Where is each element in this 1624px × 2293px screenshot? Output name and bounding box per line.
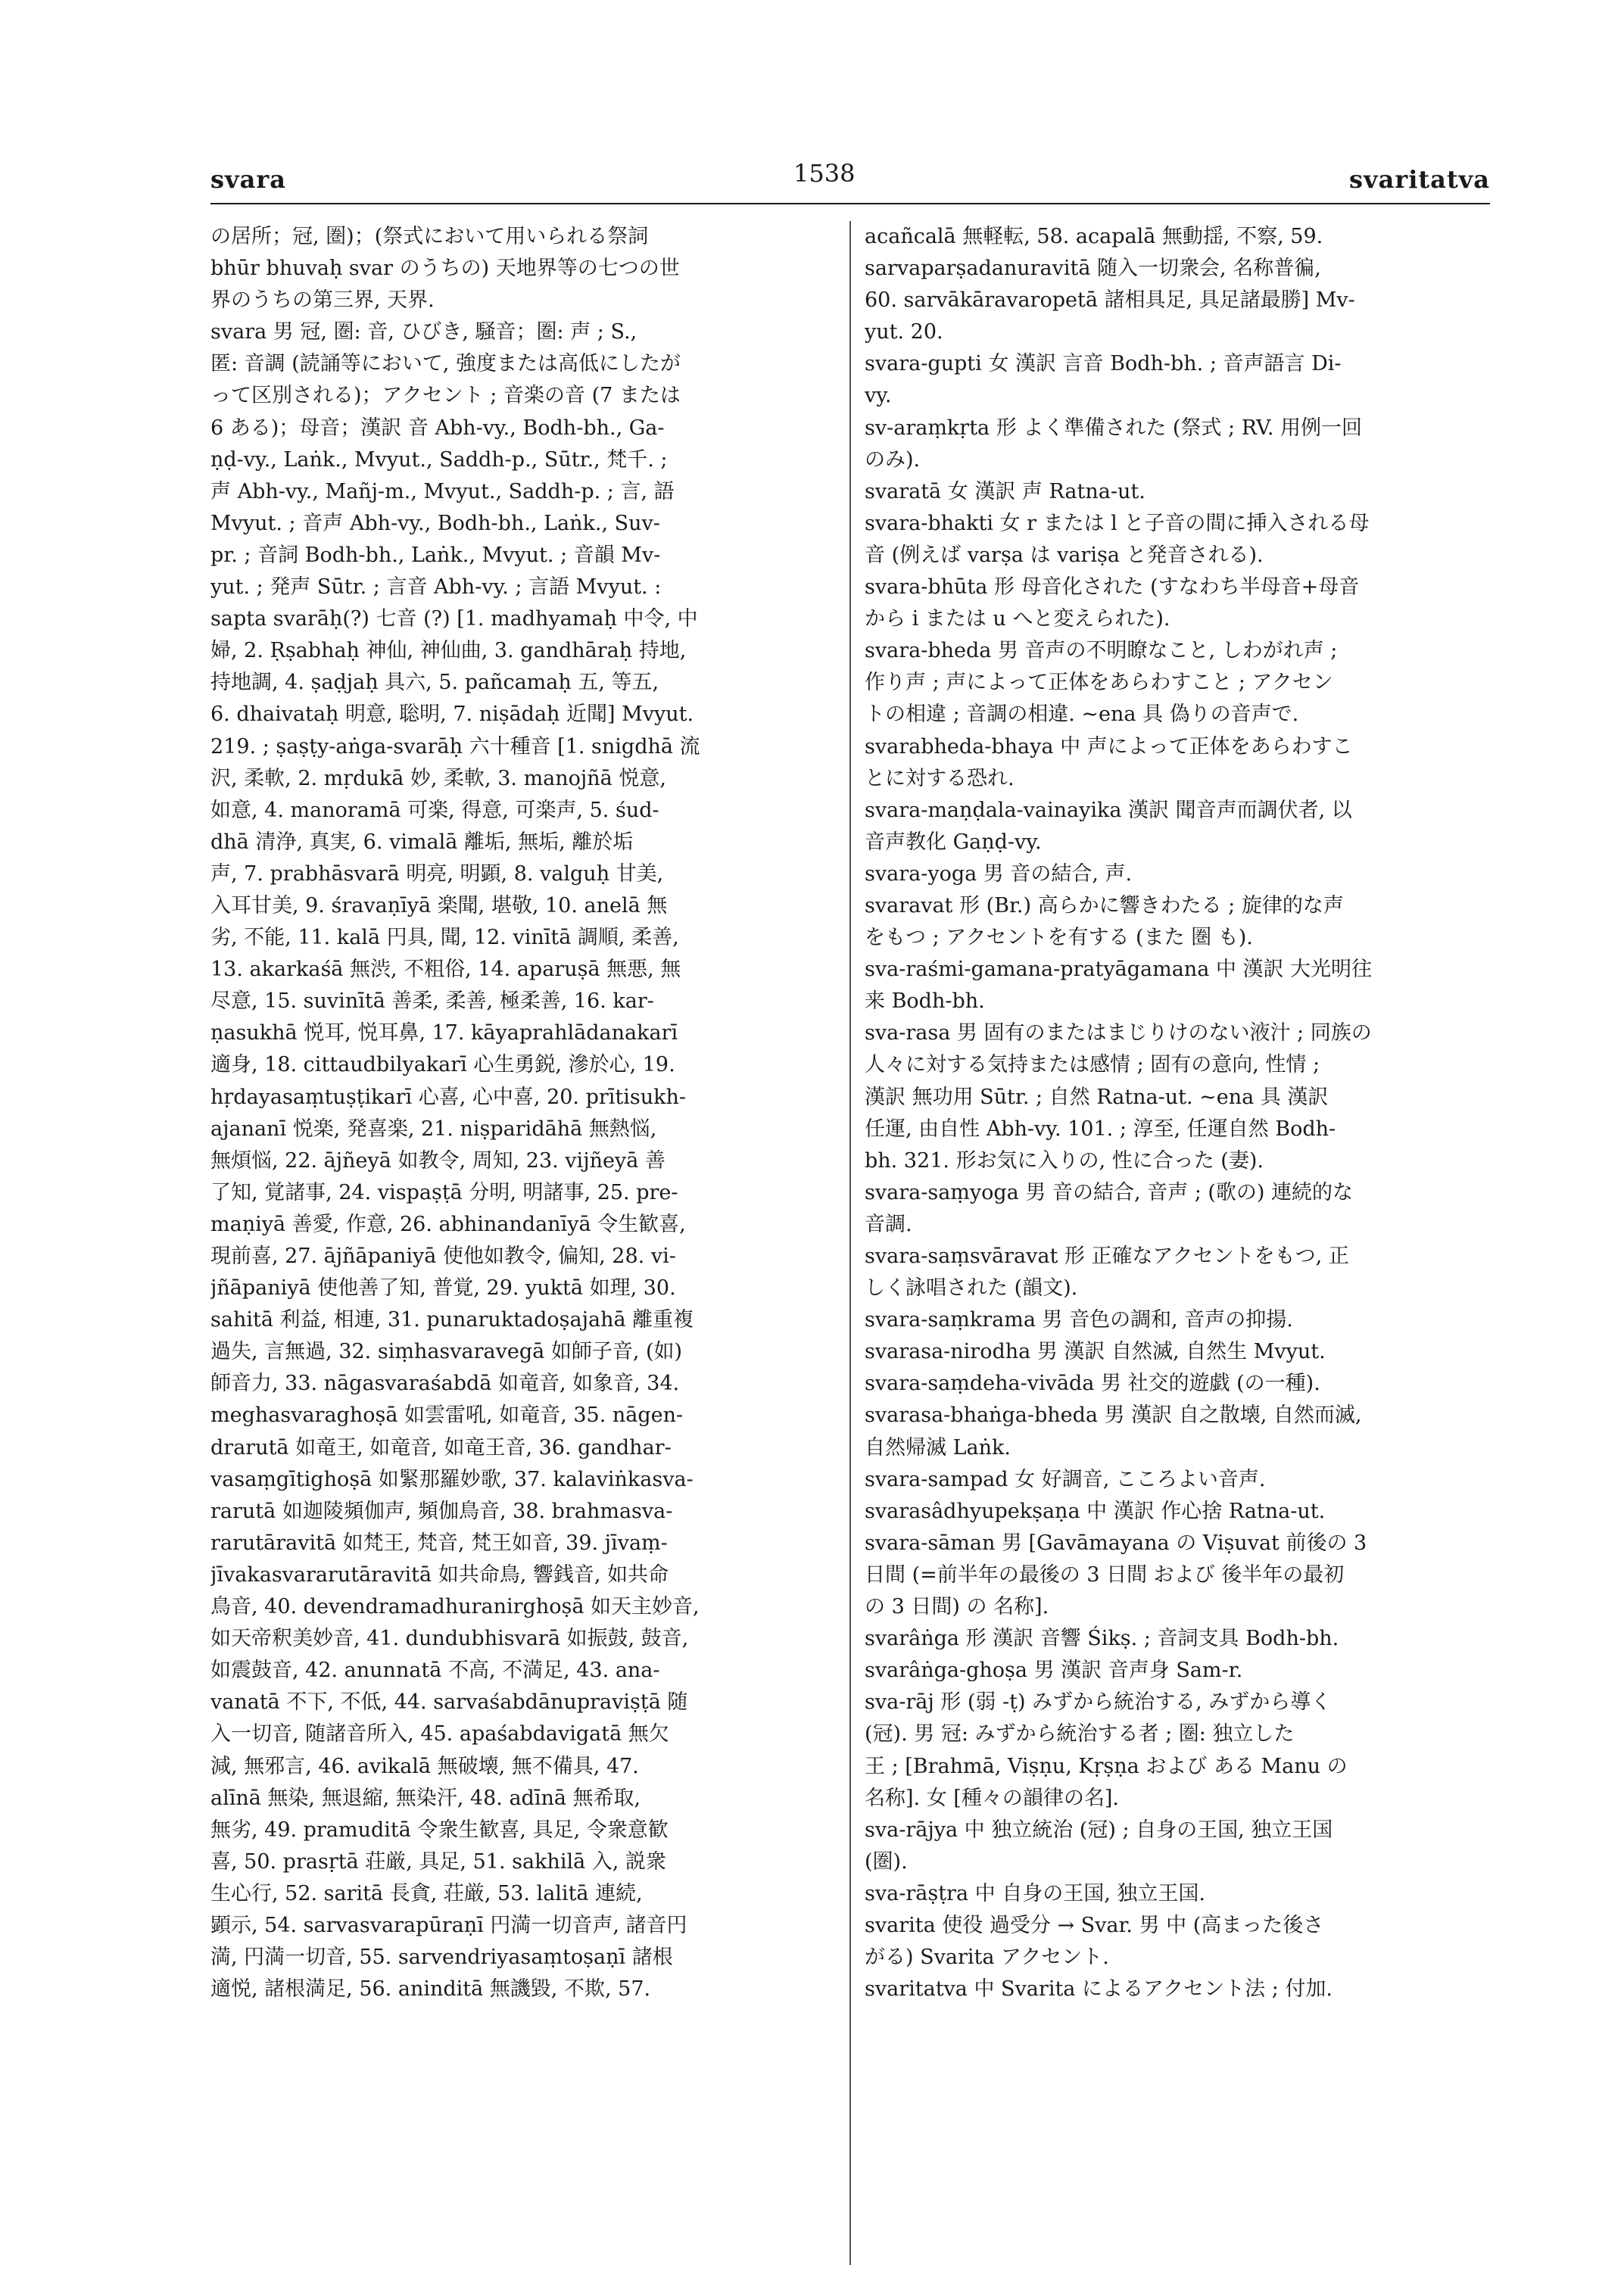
text-line: svarasa-nirodha 男 漢訳 自然滅, 自然生 Mvyut. [865, 1340, 1326, 1364]
page-number: 1538 [793, 159, 856, 188]
text-line: vasaṃgītighoṣā 如緊那羅妙歌, 37. kalaviṅkasva- [210, 1467, 694, 1491]
text-line: ṇḍ-vy., Laṅk., Mvyut., Saddh-p., Sūtr., 梵千. ; [210, 447, 668, 472]
page-header [210, 159, 1490, 203]
text-line: bhūr bhuvaḥ svar のうちの) 天地界等の七つの世 [210, 257, 680, 281]
text-line: svarabheda-bhaya 中 声によって正体をあらわすこ [865, 734, 1353, 759]
text-line: 名称]. 女 [種々の韻律の名]. [865, 1786, 1119, 1810]
text-line: yut. ; 発声 Sūtr. ; 言音 Abh-vy. ; 言語 Mvyut. : [210, 575, 662, 600]
running-head-left: svara [210, 165, 286, 194]
text-line: svaratā 女 漢訳 声 Ratna-ut. [865, 479, 1146, 503]
text-line: svarâṅga-ghoṣa 男 漢訳 音声身 Sam-r. [865, 1659, 1243, 1683]
text-line: 王 ; [Brahmā, Viṣṇu, Kṛṣṇa および ある Manu の [865, 1754, 1348, 1778]
text-line: Mvyut. ; 音声 Abh-vy., Bodh-bh., Laṅk., Suv- [210, 511, 660, 535]
text-line: 匿: 音調 (読誦等において, 強度または高低にしたが [210, 352, 681, 376]
text-line: 音声教化 Gaṇḍ-vy. [865, 830, 1042, 854]
text-line: rarutā 如迦陵頻伽声, 頻伽鳥音, 38. brahmasva- [210, 1499, 673, 1523]
text-line: 入耳甘美, 9. śravaṇīyā 楽聞, 堪敬, 10. anelā 無 [210, 893, 668, 918]
text-line: sva-rājya 中 独立統治 (冠) ; 自身の王国, 独立王国 [865, 1818, 1333, 1842]
text-line: svara-sāman 男 [Gavāmayana の Viṣuvat 前後の 3 [865, 1531, 1367, 1555]
text-line: 声, 7. prabhāsvarā 明亮, 明顕, 8. valguḥ 甘美, [210, 861, 664, 886]
text-line: 音調. [865, 1212, 912, 1236]
text-line: svara-maṇḍala-vainayika 漢訳 聞音声而調伏者, 以 [865, 798, 1352, 822]
text-line: 尽意, 15. suvinītā 善柔, 柔善, 極柔善, 16. kar- [210, 989, 654, 1014]
text-line: をもつ ; アクセントを有する (また 圏 も). [865, 926, 1253, 950]
text-line: vanatā 不下, 不低, 44. sarvaśabdānupraviṣṭā 随 [210, 1690, 688, 1715]
text-line: (冠). 男 冠: みずから統治する者 ; 圏: 独立した [865, 1722, 1295, 1746]
text-line: svara-yoga 男 音の結合, 声. [865, 861, 1133, 886]
text-line: の居所；冠, 圏)；(祭式において用いられる祭詞 [210, 225, 649, 248]
left-column [210, 221, 835, 2005]
text-line: 界のうちの第三界, 天界. [210, 288, 435, 313]
text-line: 顕示, 54. sarvasvarapūraṇī 円満一切音声, 諸音円 [210, 1913, 687, 1937]
text-line: svara-bhakti 女 r または l と子音の間に挿入される母 [865, 511, 1370, 535]
text-line: 人々に対する気持または感情 ; 固有の意向, 性情 ; [865, 1053, 1320, 1077]
text-line: drarutā 如竜王, 如竜音, 如竜王音, 36. gandhar- [210, 1435, 672, 1460]
text-line: 如震鼓音, 42. anunnatā 不高, 不満足, 43. ana- [210, 1659, 660, 1683]
text-line: pr. ; 音詞 Bodh-bh., Laṅk., Mvyut. ; 音韻 Mv- [210, 543, 661, 567]
text-line: sva-raśmi-gamana-pratyāgamana 中 漢訳 大光明往 [865, 958, 1373, 982]
text-line: 了知, 覚諸事, 24. vispaṣṭā 分明, 明諸事, 25. pre- [210, 1180, 678, 1204]
text-line: 満, 円満一切音, 55. sarvendriyasaṃtoṣaṇī 諸根 [210, 1946, 673, 1970]
text-line: 漢訳 無功用 Sūtr. ; 自然 Ratna-ut. ~ena 具 漢訳 [865, 1085, 1329, 1109]
text-line: svaravat 形 (Br.) 高らかに響きわたる ; 旋律的な声 [865, 893, 1344, 918]
text-line: sapta svarāḥ(?) 七音 (?) [1. madhyamaḥ 中令, 中 [210, 607, 698, 631]
text-line: svarasa-bhaṅga-bheda 男 漢訳 自之散壊, 自然而滅, [865, 1404, 1362, 1428]
text-line: svara-sampad 女 好調音, こころよい音声. [865, 1467, 1266, 1491]
text-line: 師音力, 33. nāgasvaraśabdā 如竜音, 如象音, 34. [210, 1372, 680, 1396]
column-divider [849, 221, 851, 2265]
text-line: acañcalā 無軽転, 58. acapalā 無動揺, 不察, 59. [865, 225, 1323, 248]
text-line: 無劣, 49. pramuditā 令衆生歓喜, 具足, 令衆意歓 [210, 1818, 669, 1842]
text-line: sarvaparṣadanuravitā 随入一切衆会, 名称普徧, [865, 257, 1321, 281]
text-line: svarita 使役 過受分 → Svar. 男 中 (高まった後さ [865, 1913, 1324, 1937]
text-line: の 3 日間) の 名称]. [865, 1595, 1049, 1619]
text-line: svara 男 冠, 圏: 音, ひびき, 騒音；圏: 声 ; S., [210, 320, 637, 344]
text-line: sva-rāj 形 (弱 -ṭ) みずから統治する, みずから導く [865, 1690, 1332, 1715]
text-line: 減, 無邪言, 46. avikalā 無破壊, 無不備具, 47. [210, 1754, 639, 1778]
text-line: svarasâdhyupekṣaṇa 中 漢訳 作心捨 Ratna-ut. [865, 1499, 1326, 1523]
text-line: (圏). [865, 1849, 908, 1874]
running-head-right: svaritatva [1349, 165, 1490, 194]
text-line: 鳥音, 40. devendramadhuranirghoṣā 如天主妙音, [210, 1595, 700, 1619]
text-line: 声 Abh-vy., Mañj-m., Mvyut., Saddh-p. ; 言, 語 [210, 479, 675, 503]
text-line: 沢, 柔軟, 2. mṛdukā 妙, 柔軟, 3. manojñā 悦意, [210, 766, 666, 790]
text-line: svara-bheda 男 音声の不明瞭なこと, しわがれ声 ; [865, 639, 1338, 663]
header-rule [210, 203, 1490, 204]
text-line: 如意, 4. manoramā 可楽, 得意, 可楽声, 5. śud- [210, 798, 659, 822]
text-line: トの相違 ; 音調の相違. ~ena 具 偽りの音声で. [865, 703, 1299, 727]
text-line: svara-gupti 女 漢訳 言音 Bodh-bh. ; 音声語言 Di- [865, 352, 1342, 376]
text-line: 任運, 由自性 Abh-vy. 101. ; 淳至, 任運自然 Bodh- [865, 1117, 1336, 1141]
text-line: 現前喜, 27. ājñāpaniyā 使他如教令, 偏知, 28. vi- [210, 1245, 676, 1268]
text-line: 婦, 2. Ṛṣabhaḥ 神仙, 神仙曲, 3. gandhāraḥ 持地, [210, 639, 687, 663]
text-line: 来 Bodh-bh. [865, 989, 985, 1014]
text-line: 音 (例えば varṣa は variṣa と発音される). [865, 543, 1264, 567]
text-line: rarutāravitā 如梵王, 梵音, 梵王如音, 39. jīvaṃ- [210, 1531, 668, 1555]
text-line: 劣, 不能, 11. kalā 円具, 聞, 12. vinītā 調順, 柔善, [210, 926, 679, 950]
text-line: 如天帝釈美妙音, 41. dundubhisvarā 如振鼓, 鼓音, [210, 1627, 689, 1651]
text-line: がる) Svarita アクセント. [865, 1946, 1109, 1970]
text-line: しく詠唱された (韻文). [865, 1276, 1078, 1301]
text-line: 入一切音, 随諸音所入, 45. apaśabdavigatā 無欠 [210, 1722, 669, 1746]
right-column [865, 221, 1489, 2005]
text-line: sahitā 利益, 相連, 31. punaruktadoṣajahā 離重複 [210, 1308, 694, 1332]
text-line: bh. 321. 形お気に入りの, 性に合った (妻). [865, 1148, 1264, 1173]
text-line: 6 ある)；母音；漢訳 音 Abh-vy., Bodh-bh., Ga- [210, 416, 665, 440]
text-line: 持地調, 4. ṣaḍjaḥ 具六, 5. pañcamaḥ 五, 等五, [210, 671, 659, 695]
text-line: svara-saṃyoga 男 音の結合, 音声 ; (歌の) 連続的な [865, 1180, 1354, 1204]
text-line: maṇiyā 善愛, 作意, 26. abhinandanīyā 令生歓喜, [210, 1212, 686, 1236]
text-line: 喜, 50. prasṛtā 荘厳, 具足, 51. sakhilā 入, 説衆 [210, 1849, 666, 1874]
text-line: jñāpaniyā 使他善了知, 普覚, 29. yuktā 如理, 30. [210, 1276, 676, 1301]
text-line: alīnā 無染, 無退縮, 無染汗, 48. adīnā 無希取, [210, 1786, 641, 1810]
text-line: sva-rasa 男 固有のまたはまじりけのない液汁 ; 同族の [865, 1021, 1372, 1045]
text-line: 適悦, 諸根満足, 56. aninditā 無譏毀, 不欺, 57. [210, 1977, 651, 2002]
text-line: hṛdayasaṃtuṣṭikarī 心喜, 心中喜, 20. prītisukh- [210, 1085, 687, 1109]
text-line: って区別される)；アクセント ; 音楽の音 (7 または [210, 384, 681, 408]
text-line: 作り声 ; 声によって正体をあらわすこと ; アクセン [865, 671, 1333, 695]
text-line: 219. ; ṣaṣṭy-aṅga-svarāḥ 六十種音 [1. snigdhā 流 [210, 734, 700, 759]
text-line: yut. 20. [865, 320, 943, 344]
text-line: svara-saṃkrama 男 音色の調和, 音声の抑揚. [865, 1308, 1293, 1332]
text-line: sva-rāṣṭra 中 自身の王国, 独立王国. [865, 1881, 1205, 1905]
text-line: のみ). [865, 447, 921, 472]
text-line: 60. sarvākāravaropetā 諸相具足, 具足諸最勝] Mv- [865, 288, 1355, 313]
text-line: 生心行, 52. saritā 長貪, 荘厳, 53. lalitā 連続, [210, 1881, 643, 1905]
text-line: svaritatva 中 Svarita によるアクセント法 ; 付加. [865, 1977, 1333, 2002]
text-line: とに対する恐れ. [865, 766, 1015, 790]
text-line: 6. dhaivataḥ 明意, 聡明, 7. niṣādaḥ 近聞] Mvyut. [210, 703, 694, 727]
text-line: svara-saṃdeha-vivāda 男 社交的遊戯 (の一種). [865, 1372, 1320, 1396]
text-line: vy. [865, 384, 892, 408]
text-line: 日間 (=前半年の最後の 3 日間 および 後半年の最初 [865, 1562, 1345, 1587]
text-line: 過失, 言無過, 32. siṃhasvaravegā 如師子音, (如) [210, 1340, 683, 1364]
text-line: 無煩悩, 22. ājñeyā 如教令, 周知, 23. vijñeyā 善 [210, 1148, 665, 1173]
text-line: dhā 清浄, 真実, 6. vimalā 離垢, 無垢, 離於垢 [210, 830, 634, 854]
text-line: svara-saṃsvāravat 形 正確なアクセントをもつ, 正 [865, 1245, 1349, 1268]
text-line: 適身, 18. cittaudbilyakarī 心生勇鋭, 滲於心, 19. [210, 1053, 675, 1077]
text-line: meghasvaraghoṣā 如雲雷吼, 如竜音, 35. nāgen- [210, 1404, 684, 1428]
text-line: 13. akarkaśā 無渋, 不粗俗, 14. aparuṣā 無悪, 無 [210, 958, 681, 982]
text-line: 自然帰滅 Laṅk. [865, 1435, 1011, 1460]
text-line: ṇasukhā 悦耳, 悦耳鼻, 17. kāyaprahlādanakarī [210, 1021, 678, 1045]
text-line: jīvakasvararutāravitā 如共命鳥, 響銭音, 如共命 [210, 1562, 669, 1587]
text-line: svarâṅga 形 漢訳 音響 Śikṣ. ; 音詞支具 Bodh-bh. [865, 1627, 1339, 1651]
text-line: svara-bhūta 形 母音化された (すなわち半母音+母音 [865, 575, 1360, 600]
text-line: sv-araṃkṛta 形 よく準備された (祭式 ; RV. 用例一回 [865, 416, 1363, 440]
text-line: ajananī 悦楽, 発喜楽, 21. niṣparidāhā 無熱悩, [210, 1117, 657, 1141]
text-line: から i または u へと変えられた). [865, 607, 1170, 631]
